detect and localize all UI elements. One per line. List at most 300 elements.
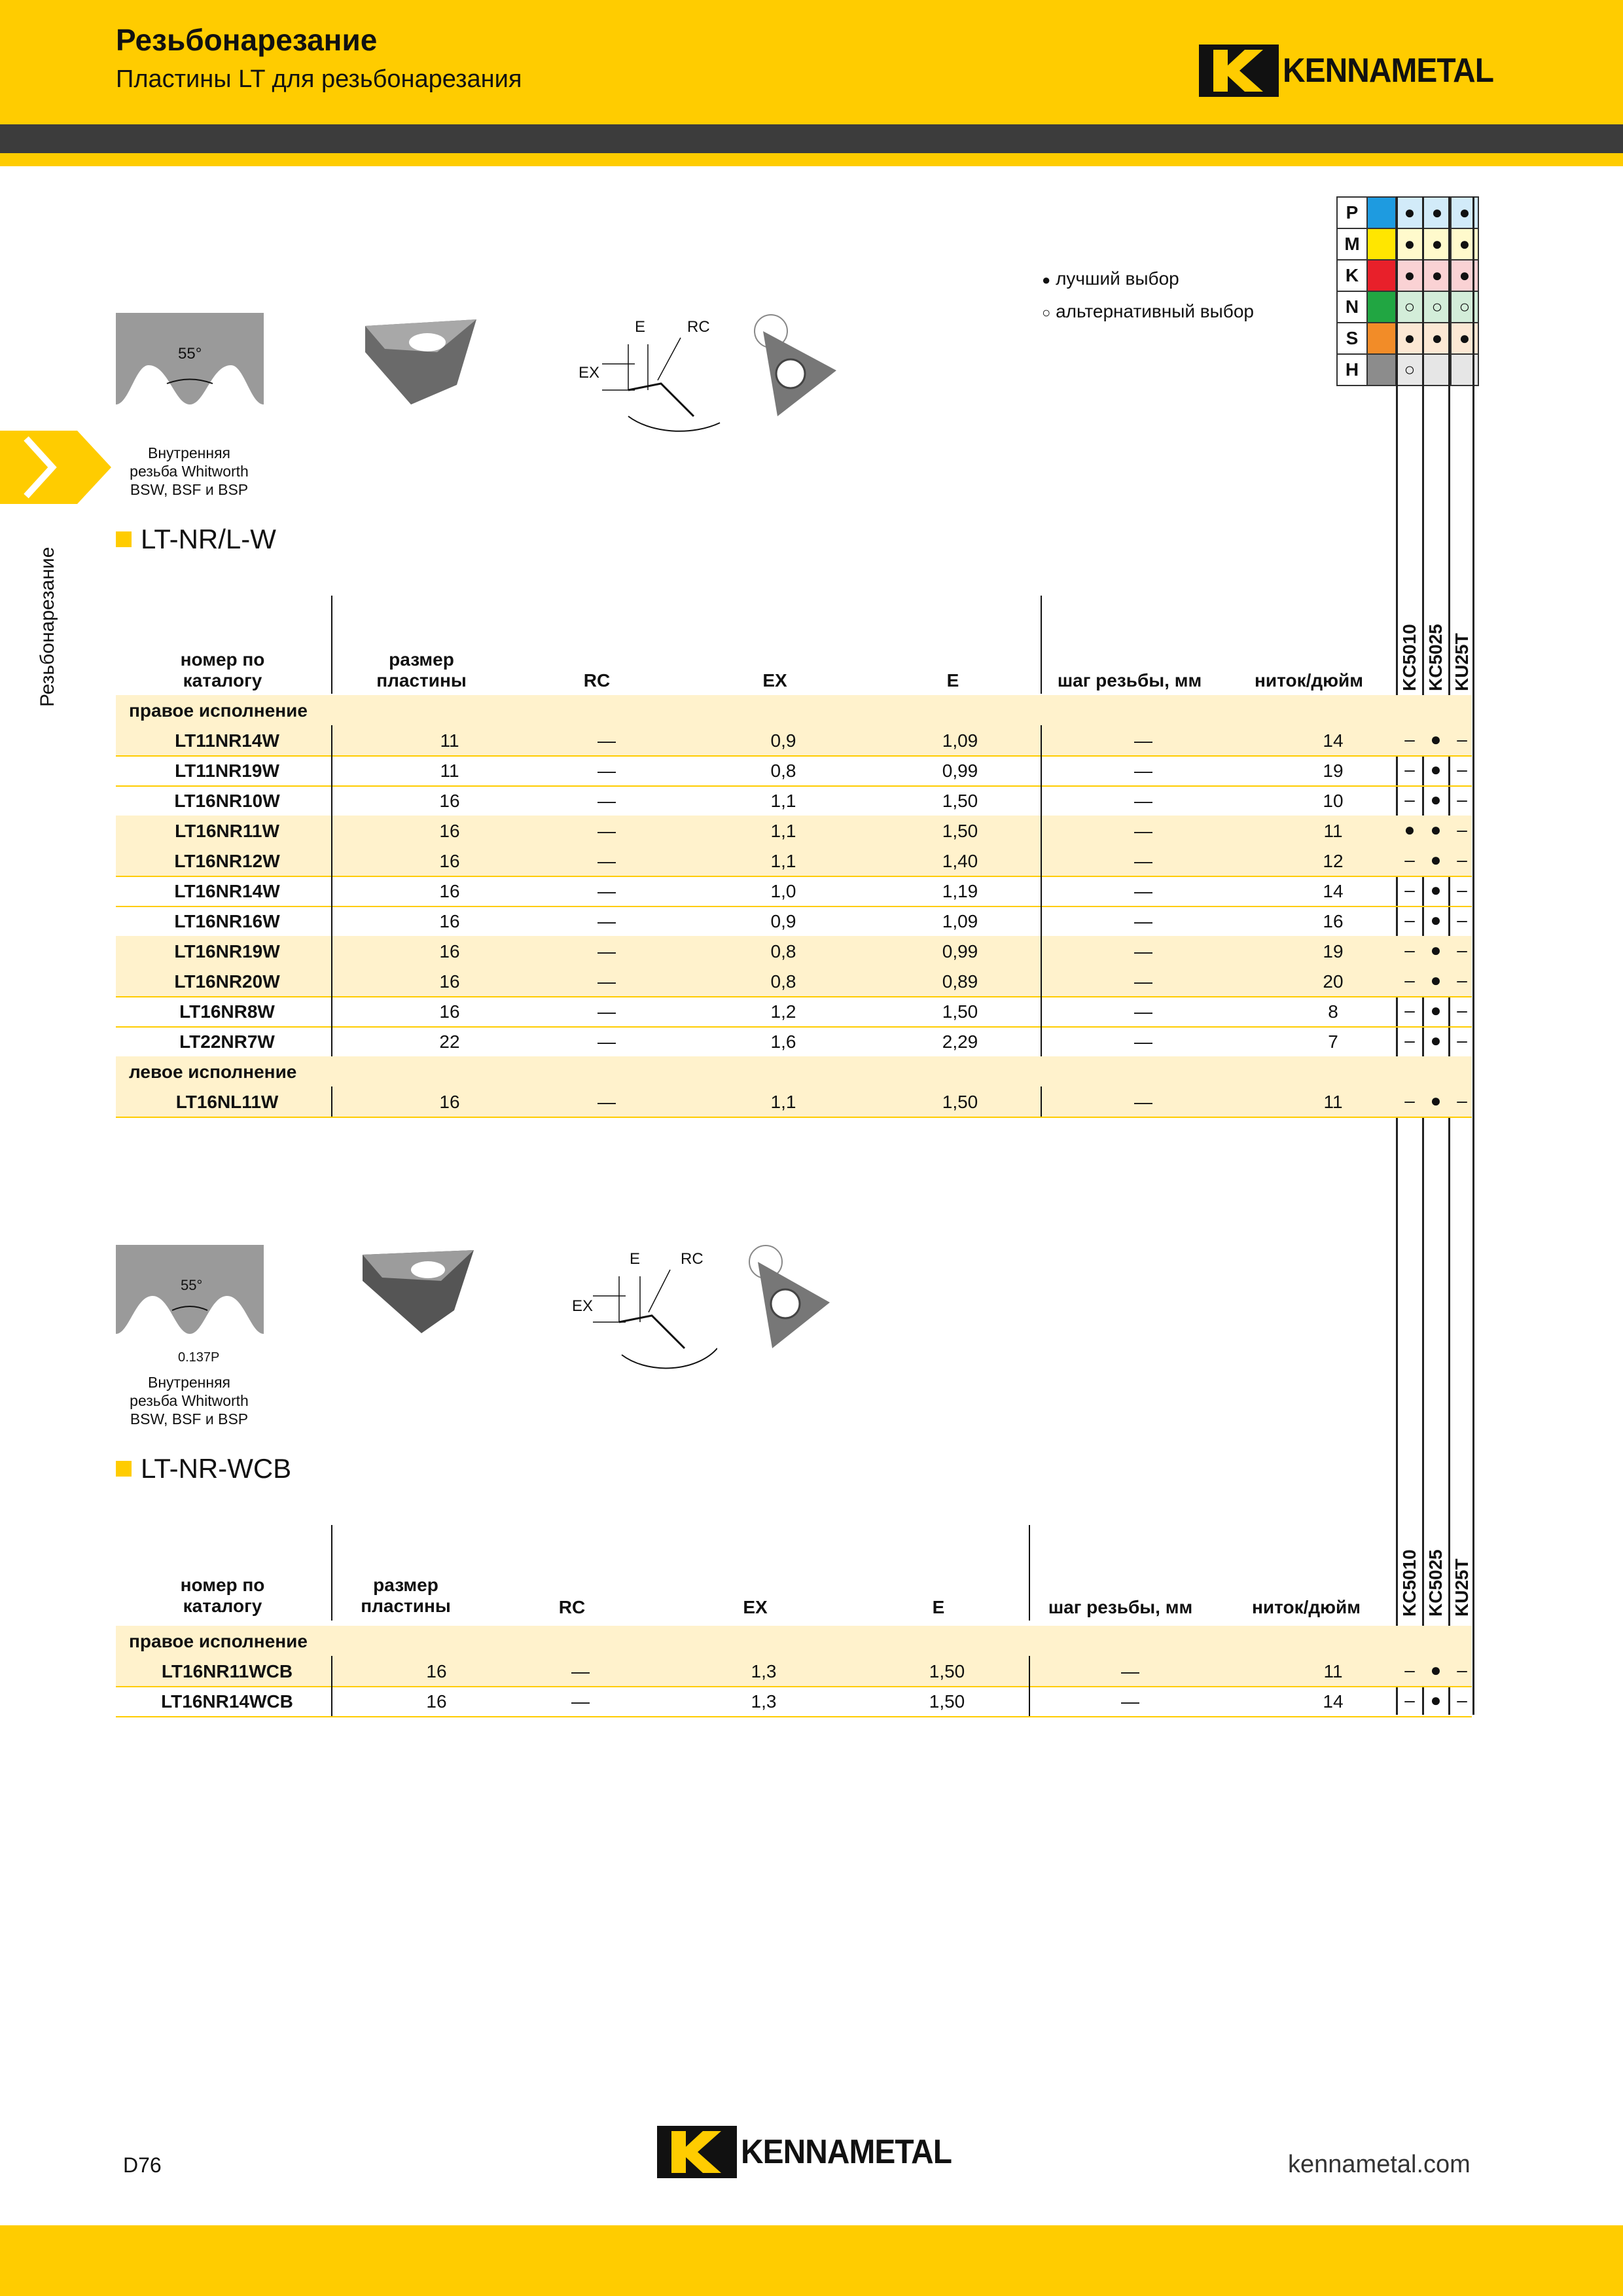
cell-ex: 0,8 — [770, 971, 796, 992]
cell-rc: — — [597, 761, 616, 781]
header-stripe — [0, 153, 1623, 166]
cell-pitch: — — [1134, 881, 1152, 901]
table-row — [116, 725, 1472, 757]
cell-pitch: — — [1134, 1031, 1152, 1052]
material-grade-mark — [1450, 355, 1479, 385]
table-row — [116, 1026, 1472, 1058]
table-row — [116, 996, 1472, 1028]
cell-rc: — — [597, 1092, 616, 1112]
cell-rc: — — [597, 911, 616, 931]
grade-availability: – — [1457, 1690, 1467, 1710]
dim-ex-label: EX — [579, 364, 600, 382]
col-size-header — [349, 649, 493, 691]
grade-availability: ● — [1404, 819, 1416, 840]
profile-angle: 55° — [181, 1277, 203, 1293]
column-divider — [1029, 1656, 1030, 1686]
grade-header-kc5025: KC5025 — [1425, 1549, 1446, 1617]
material-grade-mark: ● — [1450, 198, 1479, 228]
cell-pitch: — — [1121, 1691, 1139, 1712]
cell-tpi: 11 — [1323, 821, 1343, 841]
header-line: пластины — [361, 1596, 451, 1616]
material-grade-mark: ○ — [1395, 292, 1423, 322]
page-number: D76 — [123, 2153, 162, 2177]
section-marker-icon — [116, 531, 132, 547]
cell-pitch: — — [1134, 1001, 1152, 1022]
material-grade-mark: ○ — [1450, 292, 1479, 322]
grade-availability: – — [1457, 970, 1467, 990]
header-band — [0, 124, 1623, 153]
kennametal-k-icon — [657, 2126, 737, 2178]
cell-tpi: 8 — [1328, 1001, 1338, 1022]
cell-pitch: — — [1134, 941, 1152, 961]
caption-line: BSW, BSF и BSP — [130, 1410, 249, 1427]
cell-ex: 1,0 — [770, 881, 796, 901]
cell-ex: 1,6 — [770, 1031, 796, 1052]
profile-radius: 0.137P — [178, 1350, 220, 1365]
section-title-text: LT-NR-WCB — [141, 1453, 292, 1484]
cell-rc: — — [597, 791, 616, 811]
material-row — [1336, 196, 1479, 228]
grade-availability: ● — [1430, 970, 1442, 990]
grade-availability: – — [1404, 1090, 1415, 1111]
cell-e: 2,29 — [942, 1031, 978, 1052]
cell-size: 16 — [439, 941, 460, 961]
grade-availability: – — [1457, 940, 1467, 960]
grade-availability: – — [1404, 759, 1415, 780]
column-divider — [331, 785, 332, 816]
grade-availability: – — [1457, 1000, 1467, 1020]
column-divider — [1041, 1086, 1042, 1117]
dim-ex-label: EX — [572, 1297, 594, 1315]
col-catalog-header — [144, 1575, 301, 1617]
header-line: номер по — [180, 649, 265, 670]
grade-header-kc5025: KC5025 — [1425, 624, 1446, 691]
cell-tpi: 11 — [1323, 1661, 1343, 1681]
cell-tpi: 14 — [1323, 1691, 1344, 1712]
table-row — [116, 1686, 1472, 1717]
cell-pitch: — — [1134, 971, 1152, 992]
cell-e: 1,50 — [929, 1661, 965, 1681]
footer-bar — [0, 2225, 1623, 2296]
catalog-number: LT11NR19W — [175, 761, 279, 781]
column-divider — [1029, 1686, 1030, 1716]
cell-pitch: — — [1134, 730, 1152, 751]
insert-top-view-icon — [751, 312, 843, 423]
col-catalog-header — [144, 649, 301, 691]
cell-size: 11 — [440, 761, 459, 781]
cell-tpi: 11 — [1323, 1092, 1343, 1112]
grade-availability: – — [1457, 759, 1467, 780]
cell-rc: — — [597, 851, 616, 871]
grade-availability: – — [1404, 1030, 1415, 1050]
column-divider — [331, 846, 332, 876]
material-grade-mark: ● — [1395, 260, 1423, 291]
cell-ex: 1,1 — [770, 821, 796, 841]
header-logo — [1199, 45, 1512, 97]
column-divider — [331, 936, 332, 966]
cell-pitch: — — [1134, 1092, 1152, 1112]
column-divider — [331, 966, 332, 996]
material-letter: N — [1336, 292, 1366, 322]
caption-line: Внутренняя — [148, 1374, 230, 1391]
group-row — [116, 1056, 1472, 1086]
cell-size: 16 — [439, 881, 460, 901]
cell-rc: — — [597, 1031, 616, 1052]
cell-rc: — — [597, 821, 616, 841]
header-line: каталогу — [183, 1596, 262, 1616]
cell-tpi: 7 — [1328, 1031, 1338, 1052]
cell-ex: 0,8 — [770, 941, 796, 961]
grade-availability: ● — [1430, 1690, 1442, 1710]
material-letter: H — [1336, 355, 1366, 385]
col-ex-header: EX — [762, 670, 787, 691]
column-divider — [331, 1086, 332, 1117]
column-divider — [1029, 1525, 1030, 1621]
material-color-swatch — [1366, 323, 1395, 353]
cell-ex: 1,3 — [751, 1691, 777, 1712]
dim-rc-label: RC — [687, 318, 710, 336]
cell-size: 11 — [440, 730, 459, 751]
section-title-text: LT-NR/L-W — [141, 524, 276, 554]
grade-availability: – — [1404, 1000, 1415, 1020]
grade-availability: – — [1404, 940, 1415, 960]
cell-pitch: — — [1134, 851, 1152, 871]
cell-e: 0,99 — [942, 761, 978, 781]
cell-e: 1,09 — [942, 911, 978, 931]
cell-pitch: — — [1134, 761, 1152, 781]
cell-size: 16 — [426, 1691, 447, 1712]
column-divider — [1041, 996, 1042, 1026]
column-divider — [1041, 906, 1042, 936]
grade-availability: ● — [1430, 759, 1442, 780]
legend-best-label: лучший выбор — [1056, 268, 1179, 289]
cell-pitch: — — [1134, 911, 1152, 931]
grade-availability: ● — [1430, 729, 1442, 749]
cell-e: 0,89 — [942, 971, 978, 992]
cell-size: 16 — [439, 971, 460, 992]
table-row — [116, 876, 1472, 907]
material-grade-mark: ● — [1423, 323, 1450, 353]
caption-line: резьба Whitworth — [130, 1392, 249, 1409]
grade-availability: – — [1457, 1030, 1467, 1050]
grade-availability: ● — [1430, 1030, 1442, 1050]
grade-availability: ● — [1430, 789, 1442, 810]
material-color-swatch — [1366, 198, 1395, 228]
catalog-number: LT16NR11W — [175, 821, 279, 841]
table-row — [116, 966, 1472, 997]
cell-size: 16 — [426, 1661, 447, 1681]
cell-e: 1,50 — [942, 821, 978, 841]
dim-e-label: E — [630, 1250, 641, 1268]
grade-availability: – — [1404, 789, 1415, 810]
material-letter: K — [1336, 260, 1366, 291]
cell-ex: 1,1 — [770, 851, 796, 871]
material-grade-mark: ● — [1450, 229, 1479, 259]
col-pitch-header: шаг резьбы, мм — [1057, 670, 1202, 691]
grade-availability: ● — [1430, 1090, 1442, 1111]
grade-availability: – — [1457, 789, 1467, 810]
cell-size: 16 — [439, 911, 460, 931]
cell-size: 22 — [439, 1031, 460, 1052]
cell-rc: — — [597, 1001, 616, 1022]
material-row — [1336, 353, 1479, 386]
side-chevron-icon — [0, 431, 111, 504]
grade-availability: – — [1457, 880, 1467, 900]
column-divider — [1041, 936, 1042, 966]
cell-ex: 0,8 — [770, 761, 796, 781]
grade-header-kc5010: KC5010 — [1399, 1549, 1419, 1617]
material-grid — [1336, 196, 1479, 386]
grade-availability: – — [1404, 729, 1415, 749]
cell-size: 16 — [439, 821, 460, 841]
cell-rc: — — [571, 1691, 590, 1712]
kennametal-k-icon — [1199, 45, 1279, 97]
cell-tpi: 16 — [1323, 911, 1344, 931]
side-tab-label: Резьбонарезание — [37, 547, 58, 707]
table-row — [116, 755, 1472, 787]
grade-header-ku25t: KU25T — [1452, 633, 1472, 691]
catalog-number: LT16NR11WCB — [161, 1661, 293, 1681]
column-divider — [1041, 846, 1042, 876]
column-divider — [1041, 755, 1042, 785]
cell-rc: — — [597, 971, 616, 992]
column-divider — [331, 725, 332, 755]
material-color-swatch — [1366, 355, 1395, 385]
cell-e: 1,50 — [942, 791, 978, 811]
cell-tpi: 14 — [1323, 730, 1344, 751]
cell-size: 16 — [439, 1001, 460, 1022]
cell-tpi: 19 — [1323, 941, 1344, 961]
catalog-number: LT16NL11W — [175, 1092, 279, 1112]
material-grade-mark: ○ — [1395, 355, 1423, 385]
grade-availability: – — [1404, 1660, 1415, 1680]
col-tpi-header: ниток/дюйм — [1252, 1597, 1361, 1617]
grade-availability: – — [1404, 880, 1415, 900]
cell-tpi: 10 — [1323, 791, 1344, 811]
grade-availability: – — [1404, 970, 1415, 990]
material-row — [1336, 322, 1479, 353]
cell-size: 16 — [439, 1092, 460, 1112]
table-row — [116, 785, 1472, 817]
dim-rc-label: RC — [681, 1250, 704, 1268]
grade-availability: – — [1457, 1660, 1467, 1680]
group-label: правое исполнение — [129, 1631, 308, 1651]
website-link[interactable]: kennametal.com — [1288, 2151, 1471, 2178]
catalog-number: LT16NR14WCB — [161, 1691, 293, 1712]
material-grade-mark: ○ — [1423, 292, 1450, 322]
grade-availability: – — [1404, 850, 1415, 870]
header-line: размер — [373, 1575, 438, 1595]
cell-rc: — — [597, 941, 616, 961]
table-row — [116, 1656, 1472, 1687]
column-divider — [331, 1686, 332, 1716]
table-row — [116, 846, 1472, 877]
best-choice-icon: ● — [1042, 272, 1051, 288]
profile-caption — [122, 1373, 257, 1428]
grade-availability: – — [1457, 819, 1467, 840]
header-line: номер по — [180, 1575, 265, 1595]
material-letter: M — [1336, 229, 1366, 259]
cell-pitch: — — [1121, 1661, 1139, 1681]
catalog-number: LT16NR20W — [174, 971, 280, 992]
cell-ex: 0,9 — [770, 911, 796, 931]
section-marker-icon — [116, 1461, 132, 1477]
cell-ex: 1,2 — [770, 1001, 796, 1022]
group-row — [116, 695, 1472, 725]
column-divider — [331, 1525, 332, 1621]
insert-3d-icon — [356, 1245, 480, 1336]
grade-availability: – — [1457, 910, 1467, 930]
cell-e: 1,09 — [942, 730, 978, 751]
col-pitch-header: шаг резьбы, мм — [1048, 1597, 1193, 1617]
material-row — [1336, 228, 1479, 259]
section-title — [116, 1453, 291, 1484]
insert-top-view-icon — [743, 1244, 835, 1355]
column-divider — [1041, 596, 1042, 694]
cell-tpi: 14 — [1323, 881, 1344, 901]
column-divider — [331, 1026, 332, 1056]
caption-line: BSW, BSF и BSP — [130, 481, 249, 498]
header-line: размер — [389, 649, 454, 670]
material-grade-mark: ● — [1450, 323, 1479, 353]
page-subtitle: Пластины LT для резьбонарезания — [116, 65, 522, 93]
footer-logo — [657, 2126, 970, 2178]
column-divider — [1041, 816, 1042, 846]
cell-ex: 1,1 — [770, 791, 796, 811]
cell-ex: 0,9 — [770, 730, 796, 751]
profile-angle: 55° — [178, 345, 202, 363]
col-tpi-header: ниток/дюйм — [1255, 670, 1363, 691]
cell-size: 16 — [439, 851, 460, 871]
column-divider — [1041, 966, 1042, 996]
cell-e: 1,50 — [942, 1001, 978, 1022]
col-e-header: E — [932, 1597, 945, 1617]
catalog-number: LT16NR14W — [174, 881, 280, 901]
col-e-header: E — [946, 670, 959, 691]
grade-availability: – — [1404, 910, 1415, 930]
alternative-choice-icon: ○ — [1042, 304, 1051, 321]
group-row — [116, 1626, 1472, 1656]
cell-size: 16 — [439, 791, 460, 811]
col-ex-header: EX — [743, 1597, 768, 1617]
material-grade-mark: ● — [1395, 229, 1423, 259]
cell-ex: 1,3 — [751, 1661, 777, 1681]
table-row — [116, 1086, 1472, 1118]
col-size-header — [334, 1575, 478, 1617]
grade-availability: – — [1404, 1690, 1415, 1710]
material-grade-mark: ● — [1423, 260, 1450, 291]
table-row — [116, 816, 1472, 847]
grade-header-ku25t: KU25T — [1452, 1558, 1472, 1617]
page-title: Резьбонарезание — [116, 23, 378, 57]
material-grade-mark: ● — [1423, 229, 1450, 259]
cell-tpi: 12 — [1323, 851, 1344, 871]
cell-pitch: — — [1134, 821, 1152, 841]
grade-availability: ● — [1430, 850, 1442, 870]
header-line: пластины — [376, 670, 467, 691]
column-divider — [331, 755, 332, 785]
material-color-swatch — [1366, 260, 1395, 291]
table-row — [116, 906, 1472, 937]
cell-ex: 1,1 — [770, 1092, 796, 1112]
catalog-number: LT11NR14W — [175, 730, 279, 751]
cell-e: 1,50 — [942, 1092, 978, 1112]
cell-e: 1,40 — [942, 851, 978, 871]
section-title — [116, 524, 276, 555]
cell-rc: — — [597, 881, 616, 901]
group-label: левое исполнение — [129, 1062, 297, 1082]
grade-availability: – — [1457, 850, 1467, 870]
caption-line: Внутренняя — [148, 444, 230, 461]
catalog-number: LT16NR16W — [174, 911, 280, 931]
cell-tpi: 20 — [1323, 971, 1344, 992]
column-divider — [331, 596, 332, 694]
dim-e-label: E — [635, 318, 646, 336]
column-divider — [1041, 785, 1042, 816]
grade-availability: ● — [1430, 1000, 1442, 1020]
cell-tpi: 19 — [1323, 761, 1344, 781]
column-divider — [1041, 725, 1042, 755]
legend-alt-label: альтернативный выбор — [1056, 301, 1254, 321]
logo-wordmark: KENNAMETAL — [741, 2133, 952, 2171]
header-line: каталогу — [183, 670, 262, 691]
column-divider — [331, 816, 332, 846]
material-grade-mark: ● — [1450, 260, 1479, 291]
material-color-swatch — [1366, 229, 1395, 259]
column-divider — [1041, 1026, 1042, 1056]
cell-pitch: — — [1134, 791, 1152, 811]
selection-legend — [1042, 263, 1254, 329]
column-divider — [331, 876, 332, 906]
grade-availability: ● — [1430, 1660, 1442, 1680]
material-letter: P — [1336, 198, 1366, 228]
catalog-number: LT22NR7W — [179, 1031, 275, 1052]
insert-dimension-icon — [576, 318, 726, 446]
grade-availability: – — [1457, 1090, 1467, 1111]
material-letter: S — [1336, 323, 1366, 353]
table-row — [116, 936, 1472, 967]
catalog-number: LT16NR12W — [174, 851, 280, 871]
column-divider — [331, 1656, 332, 1686]
material-row — [1336, 291, 1479, 322]
cell-e: 1,19 — [942, 881, 978, 901]
insert-3d-icon — [359, 313, 483, 411]
cell-rc: — — [571, 1661, 590, 1681]
material-grade-mark: ● — [1395, 198, 1423, 228]
catalog-number: LT16NR19W — [174, 941, 280, 961]
grade-header-kc5010: KC5010 — [1399, 624, 1419, 691]
grade-availability: ● — [1430, 819, 1442, 840]
material-grade-mark: ● — [1423, 198, 1450, 228]
col-rc-header: RC — [558, 1597, 586, 1617]
grade-availability: – — [1457, 729, 1467, 749]
catalog-number: LT16NR10W — [174, 791, 280, 811]
material-row — [1336, 259, 1479, 291]
logo-wordmark: KENNAMETAL — [1283, 52, 1494, 90]
grade-availability: ● — [1430, 940, 1442, 960]
material-grade-mark: ● — [1395, 323, 1423, 353]
column-divider — [331, 906, 332, 936]
column-divider — [331, 996, 332, 1026]
caption-line: резьба Whitworth — [130, 463, 249, 480]
column-divider — [1041, 876, 1042, 906]
group-label: правое исполнение — [129, 700, 308, 721]
cell-rc: — — [597, 730, 616, 751]
profile-caption — [122, 444, 257, 499]
col-rc-header: RC — [583, 670, 611, 691]
cell-e: 0,99 — [942, 941, 978, 961]
catalog-number: LT16NR8W — [179, 1001, 275, 1022]
